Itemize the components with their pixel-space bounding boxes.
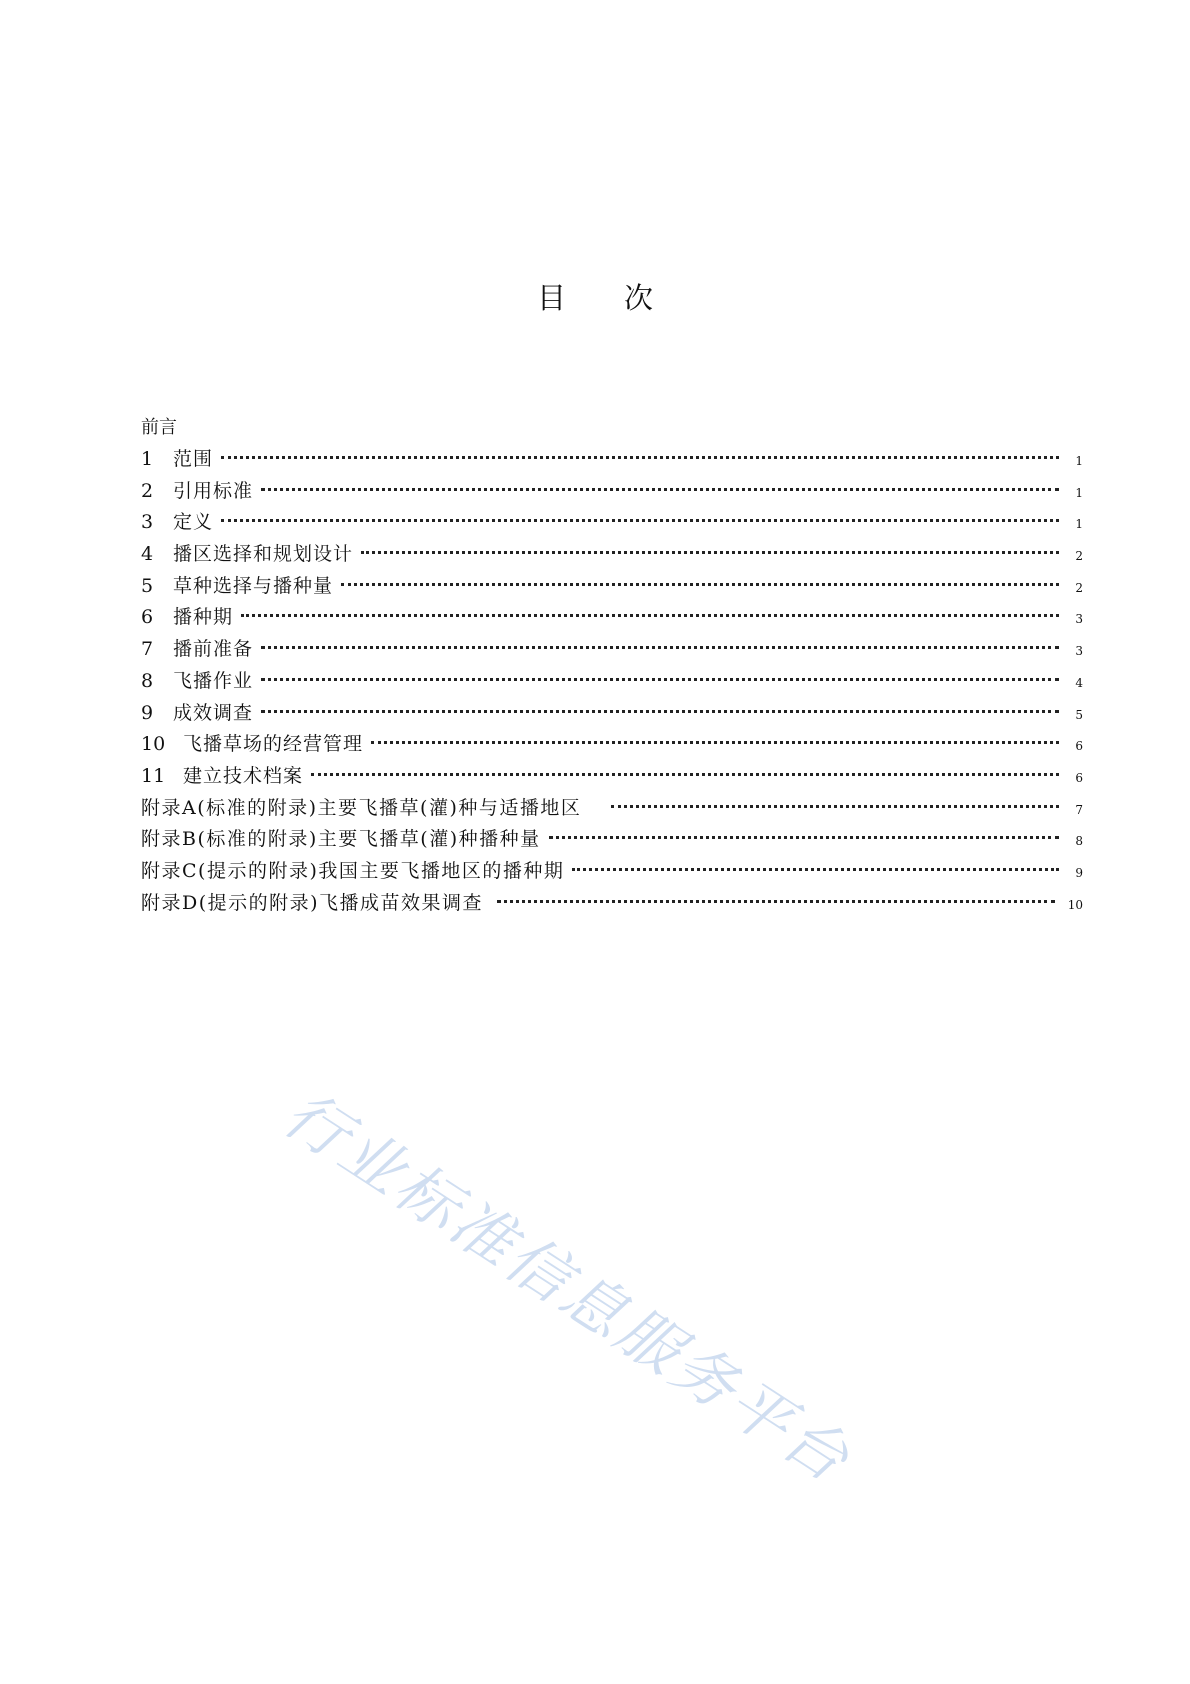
toc-entry[interactable] <box>141 444 1083 476</box>
toc-entry[interactable] <box>141 571 1083 603</box>
toc-annex-entry[interactable] <box>141 856 1083 888</box>
toc-entry-page: 4 <box>1075 675 1083 690</box>
toc-entry-number: 5 <box>141 574 154 597</box>
toc-annex-entry[interactable] <box>141 824 1083 856</box>
toc-annex-entry[interactable] <box>141 888 1083 920</box>
toc-preface[interactable]: 前言 <box>141 417 177 438</box>
toc-entry[interactable] <box>141 539 1083 571</box>
toc-entry-number: 10 <box>141 733 166 756</box>
toc-entry-page: 1 <box>1075 454 1083 468</box>
toc-entry[interactable] <box>141 634 1083 666</box>
toc-entry[interactable] <box>141 698 1083 730</box>
dot-leader <box>497 900 1055 903</box>
toc-entry[interactable] <box>141 507 1083 539</box>
toc-entry-number: 9 <box>141 701 154 724</box>
dot-leader <box>572 868 1059 871</box>
title-char-1: 目 <box>536 281 566 315</box>
toc-entry-page: 5 <box>1075 707 1083 722</box>
toc-entry-number: 1 <box>141 448 154 470</box>
toc-entry-label: 播区选择和规划设计 <box>173 543 354 566</box>
dot-leader <box>261 710 1059 713</box>
toc-entry-number: 8 <box>141 669 154 692</box>
toc-entry-label: 播前准备 <box>173 638 254 661</box>
dot-leader <box>261 646 1059 649</box>
toc-annex-label: 附录C(提示的附录)我国主要飞播地区的播种期 <box>141 859 565 882</box>
toc-entry-page: 6 <box>1075 770 1083 785</box>
toc-entry-label: 定义 <box>173 511 214 534</box>
toc-entry-page: 2 <box>1075 580 1083 595</box>
toc-entry-label: 范围 <box>173 448 214 470</box>
toc-entry-label: 成效调查 <box>173 701 254 724</box>
toc-entry-number: 11 <box>141 764 166 787</box>
toc-annex-entry[interactable] <box>141 793 1083 825</box>
toc-entry-page: 3 <box>1075 612 1083 627</box>
toc-entry-label: 建立技术档案 <box>183 764 304 787</box>
dot-leader <box>261 678 1059 681</box>
title-char-2: 次 <box>624 281 654 315</box>
toc-annex-page: 10 <box>1067 897 1083 912</box>
dot-leader <box>611 805 1059 808</box>
dot-leader <box>261 488 1059 491</box>
dot-leader <box>311 773 1059 776</box>
toc-entry-page: 1 <box>1075 517 1083 532</box>
toc-entry-number: 2 <box>141 479 154 502</box>
toc-entry-page: 1 <box>1075 485 1083 500</box>
toc-entry[interactable] <box>141 666 1083 698</box>
toc-annex-page: 9 <box>1075 865 1083 880</box>
toc-entry-number: 4 <box>141 543 154 566</box>
dot-leader <box>341 583 1059 586</box>
dot-leader <box>221 456 1059 459</box>
toc-entry[interactable] <box>141 729 1083 761</box>
toc-annex-label: 附录D(提示的附录)飞播成苗效果调查 <box>141 891 484 914</box>
dot-leader <box>241 614 1059 617</box>
toc-entry-label: 草种选择与播种量 <box>173 574 334 597</box>
watermark: 行业标准信息服务平台 <box>271 1076 865 1498</box>
toc-entry-page: 2 <box>1075 549 1083 564</box>
toc-annex-label: 附录B(标准的附录)主要飞播草(灌)种播种量 <box>141 828 541 851</box>
table-of-contents <box>141 412 1083 919</box>
toc-entry-number: 3 <box>141 511 154 534</box>
toc-annex-page: 7 <box>1075 802 1083 817</box>
toc-entry-label: 引用标准 <box>173 479 254 502</box>
toc-annex-page: 8 <box>1075 834 1083 849</box>
toc-entry[interactable] <box>141 476 1083 508</box>
dot-leader <box>371 741 1059 744</box>
toc-entry-number: 7 <box>141 638 154 661</box>
toc-entry-number: 6 <box>141 606 154 629</box>
toc-entry-label: 飞播草场的经营管理 <box>183 733 364 756</box>
dot-leader <box>361 551 1059 554</box>
dot-leader <box>221 519 1059 522</box>
toc-entry[interactable] <box>141 602 1083 634</box>
toc-entry[interactable] <box>141 761 1083 793</box>
page-title <box>0 276 1190 317</box>
toc-entry-page: 6 <box>1075 739 1083 754</box>
toc-entry-label: 飞播作业 <box>173 669 254 692</box>
dot-leader <box>549 836 1059 839</box>
toc-annex-label: 附录A(标准的附录)主要飞播草(灌)种与适播地区 <box>141 796 582 819</box>
toc-entry-label: 播种期 <box>173 606 234 629</box>
toc-entry-page: 3 <box>1075 644 1083 659</box>
